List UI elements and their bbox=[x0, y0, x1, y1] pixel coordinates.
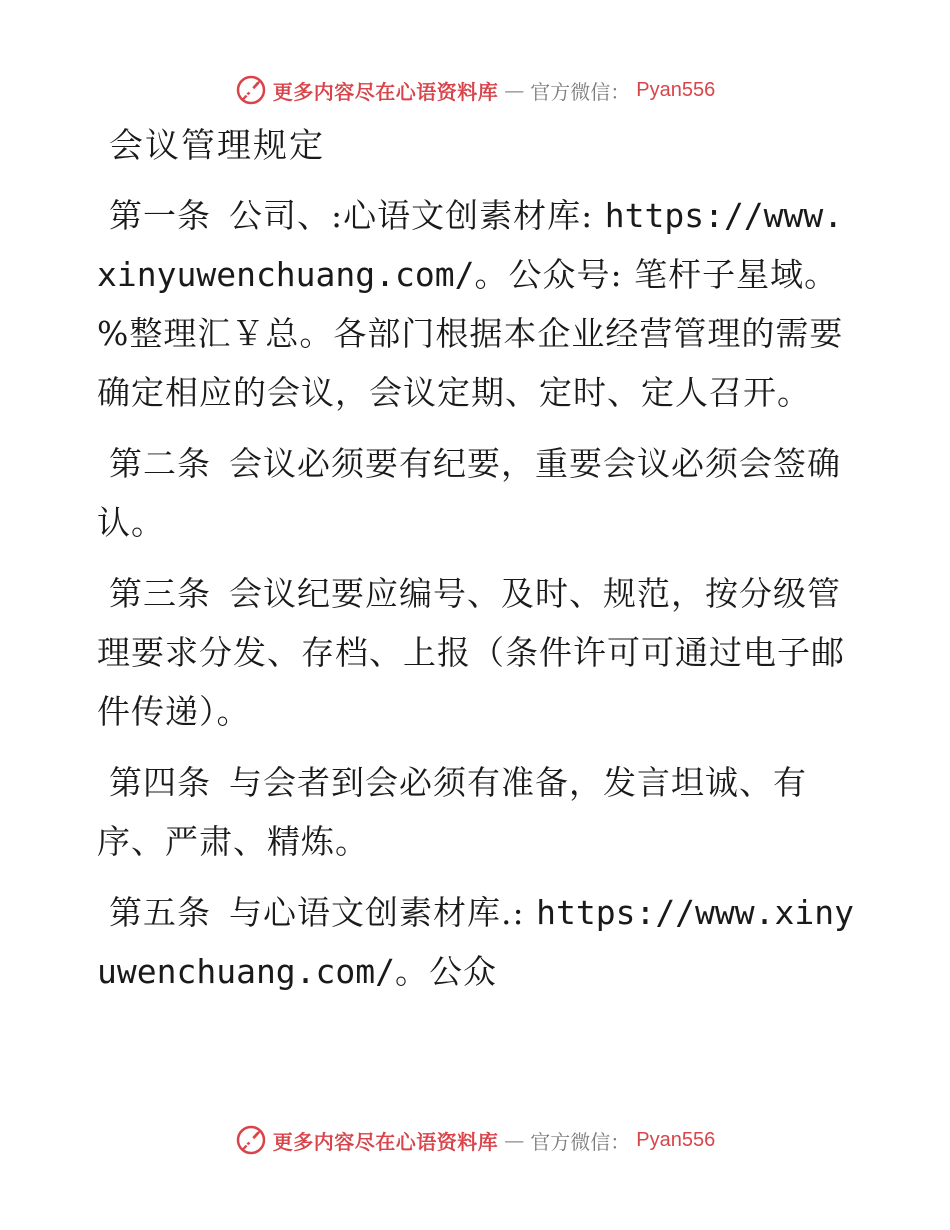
article-text: 会议必须要有纪要，重要会议必须会签确认。 bbox=[97, 444, 841, 542]
article-label: 第四条 bbox=[109, 763, 211, 802]
header-wechat-id: Pyan556 bbox=[636, 78, 716, 101]
footer-separator: — bbox=[504, 1128, 525, 1152]
article-1 bbox=[97, 186, 857, 422]
article-label: 第一条 bbox=[109, 196, 211, 235]
article-url: https://www.xinyuwenchuang.com/ bbox=[97, 893, 854, 991]
footer-slogan: 更多内容尽在心语资料库 bbox=[272, 1129, 499, 1154]
header-banner bbox=[0, 70, 950, 110]
quill-pen-logo-icon bbox=[235, 74, 267, 106]
footer-wechat-id: Pyan556 bbox=[636, 1128, 716, 1151]
article-text: 与会者到会必须有准备，发言坦诚、有序、严肃、精炼。 bbox=[97, 763, 807, 861]
article-4 bbox=[97, 753, 857, 871]
article-url: https://www.xinyuwenchuang.com/ bbox=[97, 196, 844, 294]
header-separator: — bbox=[504, 78, 525, 102]
header-slogan: 更多内容尽在心语资料库 bbox=[272, 79, 499, 104]
article-label: 第三条 bbox=[109, 574, 211, 613]
footer-banner bbox=[0, 1120, 950, 1160]
document-title: 会议管理规定 bbox=[109, 126, 325, 166]
article-text: 会议纪要应编号、及时、规范，按分级管理要求分发、存档、上报（条件许可可通过电子邮件传递）。 bbox=[97, 574, 845, 731]
article-label: 第五条 bbox=[109, 893, 211, 932]
article-5 bbox=[97, 883, 857, 1001]
document-body bbox=[97, 120, 857, 1013]
footer-wechat-label: 官方微信： bbox=[530, 1129, 631, 1154]
quill-pen-logo-icon bbox=[235, 1124, 267, 1156]
article-text-after: 。公众号: 笔杆子星域。%整理汇￥总。各部门根据本企业经营管理的需要确定相应的会议，会议定期、定时、定人召开。 bbox=[97, 255, 844, 412]
article-2 bbox=[97, 434, 857, 552]
article-text: 与心语文创素材库.: bbox=[229, 893, 537, 932]
article-text: 公司、:心语文创素材库: bbox=[229, 196, 605, 235]
article-3 bbox=[97, 564, 857, 741]
article-label: 第二条 bbox=[109, 444, 211, 483]
article-text-after: 。公众 bbox=[395, 952, 498, 991]
header-wechat-label: 官方微信： bbox=[530, 79, 631, 104]
